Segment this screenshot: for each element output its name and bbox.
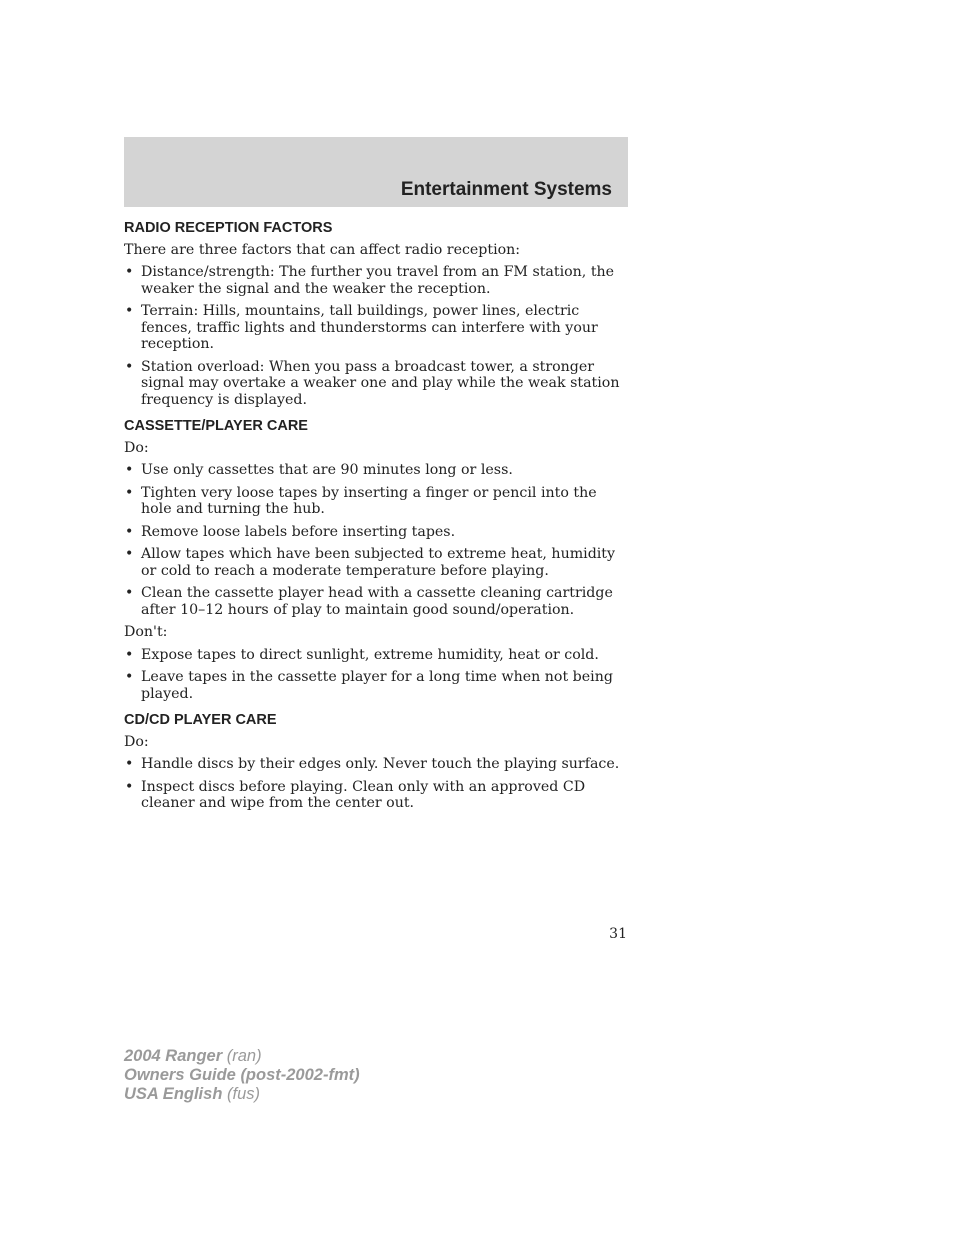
do-label: Do: (124, 439, 149, 456)
bullet-list (124, 264, 628, 408)
list-item: • Terrain: Hills, mountains, tall buildings, power lines, electric fences, traffic lights and thunderstorms can interfere with your reception. (124, 303, 628, 353)
section-heading: RADIO RECEPTION FACTORS (124, 220, 333, 236)
section-heading: CASSETTE/PLAYER CARE (124, 418, 308, 434)
page-title: Entertainment Systems (400, 179, 612, 200)
footer-language: USA English (124, 1085, 223, 1103)
list-item: • Clean the cassette player head with a cassette cleaning cartridge after 10–12 hours of play to maintain good sound/operation. (124, 585, 628, 618)
list-item: • Handle discs by their edges only. Never touch the playing surface. (124, 756, 628, 773)
list-item: • Station overload: When you pass a broadcast tower, a stronger signal may overtake a weaker one and play while the weak station frequency is displayed. (124, 359, 628, 409)
footer-line-3 (124, 1085, 360, 1104)
bullet-list (124, 756, 628, 812)
do-label: Do: (124, 733, 149, 750)
footer-doc-info (124, 1047, 360, 1104)
list-item: • Inspect discs before playing. Clean only with an approved CD cleaner and wipe from the center out. (124, 779, 628, 812)
list-item: • Allow tapes which have been subjected to extreme heat, humidity or cold to reach a moderate temperature before playing. (124, 546, 628, 579)
footer-line-2 (124, 1066, 360, 1085)
section-cassette-care (124, 418, 628, 702)
bullet-list (124, 647, 628, 703)
list-item: • Tighten very loose tapes by inserting a finger or pencil into the hole and turning the hub. (124, 485, 628, 518)
page-number: 31 (609, 926, 627, 942)
section-cd-care (124, 712, 628, 812)
list-item: • Use only cassettes that are 90 minutes long or less. (124, 462, 628, 479)
footer-language-code: (fus) (227, 1085, 260, 1103)
section-radio-reception (124, 220, 628, 408)
main-content (124, 220, 628, 818)
footer-model-code: (ran) (226, 1047, 262, 1065)
footer-line-1 (124, 1047, 360, 1066)
list-item: • Leave tapes in the cassette player for a long time when not being played. (124, 669, 628, 702)
footer-model: 2004 Ranger (124, 1047, 223, 1065)
bullet-list (124, 462, 628, 618)
section-heading: CD/CD PLAYER CARE (124, 712, 277, 728)
header-band (124, 137, 628, 207)
list-item: • Distance/strength: The further you travel from an FM station, the weaker the signal and the weaker the reception. (124, 264, 628, 297)
section-intro: There are three factors that can affect radio reception: (124, 241, 521, 258)
list-item: • Remove loose labels before inserting tapes. (124, 524, 628, 541)
footer-guide: Owners Guide (post-2002-fmt) (124, 1066, 360, 1084)
list-item: • Expose tapes to direct sunlight, extreme humidity, heat or cold. (124, 647, 628, 664)
dont-label: Don't: (124, 624, 168, 640)
